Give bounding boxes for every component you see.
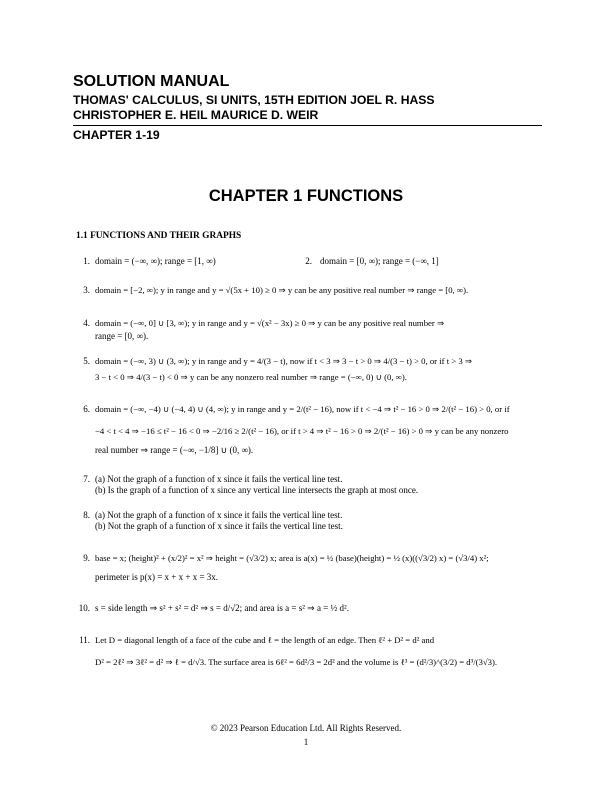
problem-text: domain = [0, ∞); range = (−∞, 1] [320, 256, 439, 266]
problem-text: perimeter is p(x) = x + x + x = 3x. [95, 572, 219, 582]
page-number: 1 [303, 737, 309, 747]
problem-number: 3. [83, 285, 90, 295]
problem-part: (a) Not the graph of a function of x since it fails the vertical line test. [95, 474, 343, 484]
problem-part: (b) Not the graph of a function of x since it fails the vertical line test. [95, 521, 343, 531]
section-title: 1.1 FUNCTIONS AND THEIR GRAPHS [76, 231, 242, 241]
problem-number: 5. [83, 356, 90, 366]
problem-text: s = side length ⇒ s² + s² = d² ⇒ s = d/√2; and area is a = s² ⇒ a = ½ d². [95, 603, 349, 613]
problem-text: −4 < t < 4 ⇒ −16 ≤ t² − 16 < 0 ⇒ −2/16 ≥ 2/(t² − 16), or if t > 4 ⇒ t² − 16 > 0 ⇒ 2/(t² − 16) > 0 ⇒ y can be any nonzero [95, 426, 509, 436]
problem-text: domain = (−∞, ∞); range = [1, ∞) [95, 256, 216, 266]
problem-text: domain = [−2, ∞); y in range and y = √(5x + 10) ≥ 0 ⇒ y can be any positive real number ⇒ range = [0, ∞). [95, 285, 469, 295]
problem-text: range = [0, ∞). [95, 331, 149, 341]
chapter-title: CHAPTER 1 FUNCTIONS [208, 187, 404, 205]
problem-number: 9. [83, 553, 90, 563]
problem-text: D² = 2ℓ² ⇒ 3ℓ² = d² ⇒ ℓ = d/√3. The surface area is 6ℓ² = 6d²/3 = 2d² and the volume is ℓ³ = (d²/3)^(3/2) = d³/(3√3). [95, 657, 498, 667]
copyright-notice: © 2023 Pearson Education Ltd. All Rights Reserved. [210, 723, 402, 733]
document-title: SOLUTION MANUAL [73, 73, 230, 90]
problem-number: 4. [83, 318, 90, 328]
authors-line: CHRISTOPHER E. HEIL MAURICE D. WEIR [73, 108, 319, 122]
problem-number: 8. [83, 510, 90, 520]
book-title-line: THOMAS' CALCULUS, SI UNITS, 15TH EDITION JOEL R. HASS [73, 93, 435, 107]
problem-text: Let D = diagonal length of a face of the cube and ℓ = the length of an edge. Then ℓ² + D² = d² and [95, 635, 435, 645]
problem-text: domain = (−∞, 0] ∪ [3, ∞); y in range and y = √(x² − 3x) ≥ 0 ⇒ y can be any positive real number ⇒ [95, 318, 445, 328]
problem-text: real number ⇒ range = (−∞, −1/8] ∪ (0, ∞). [95, 445, 254, 455]
problem-number: 2. [305, 256, 312, 266]
problem-text: 3 − t < 0 ⇒ 4/(3 − t) < 0 ⇒ y can be any nonzero real number ⇒ range = (−∞, 0) ∪ (0, ∞). [95, 372, 407, 382]
problem-part: (a) Not the graph of a function of x since it fails the vertical line test. [95, 510, 343, 520]
problem-number: 11. [79, 635, 90, 645]
header-rule [73, 125, 542, 126]
problem-part: (b) Is the graph of a function of x since any vertical line intersects the graph at most once. [95, 485, 419, 495]
problem-number: 1. [83, 256, 90, 266]
chapter-range: CHAPTER 1-19 [73, 128, 160, 142]
problem-number: 10. [78, 603, 90, 613]
problem-text: base = x; (height)² + (x/2)² = x² ⇒ height = (√3/2) x; area is a(x) = ½ (base)(height) = ½ (x)((√3/2) x) = (√3/4) x²; [95, 553, 489, 563]
problem-text: domain = (−∞, 3) ∪ (3, ∞); y in range and y = 4/(3 − t), now if t < 3 ⇒ 3 − t > 0 ⇒ 4/(3 − t) > 0, or if t > 3 ⇒ [95, 356, 473, 366]
problem-number: 6. [83, 404, 90, 414]
problem-text: domain = (−∞, −4) ∪ (−4, 4) ∪ (4, ∞); y in range and y = 2/(t² − 16), now if t < −4 ⇒ t² − 16 > 0 ⇒ 2/(t² − 16) > 0, or if [95, 404, 510, 414]
problem-number: 7. [83, 474, 90, 484]
